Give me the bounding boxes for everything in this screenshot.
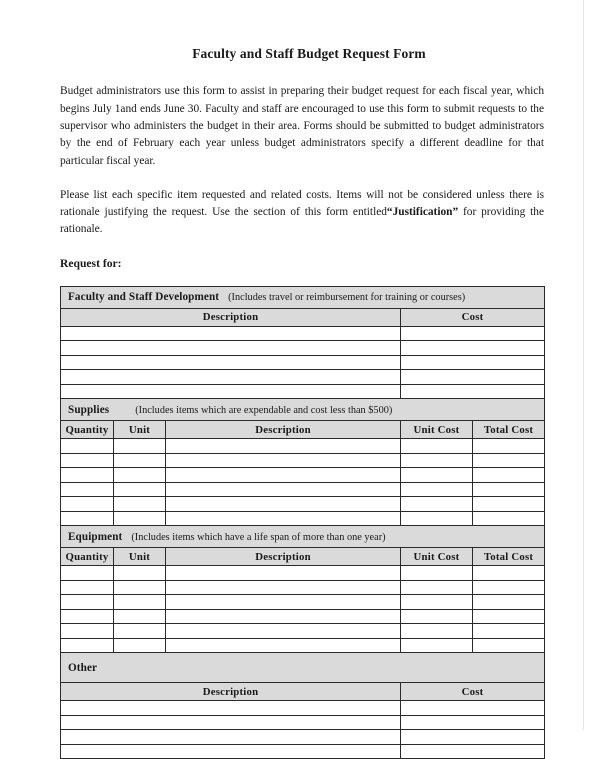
cell-cost[interactable] — [401, 341, 545, 356]
table-row[interactable] — [61, 453, 545, 468]
column-header-unit-cost: Unit Cost — [401, 421, 473, 439]
cell-description[interactable] — [166, 511, 401, 526]
column-header-row — [61, 308, 545, 326]
table-row[interactable] — [61, 744, 545, 759]
cell-description[interactable] — [61, 701, 401, 716]
section-title: Other — [68, 661, 98, 674]
table-row[interactable] — [61, 497, 545, 512]
section-title: Supplies — [68, 403, 110, 416]
section-header-equipment — [61, 526, 545, 548]
document-content — [60, 0, 544, 759]
cell-unit[interactable] — [114, 453, 166, 468]
cell-description[interactable] — [166, 609, 401, 624]
column-header-cost: Cost — [401, 308, 545, 326]
table-row[interactable] — [61, 580, 545, 595]
cell-unit[interactable] — [114, 566, 166, 581]
table-row[interactable] — [61, 715, 545, 730]
cell-description[interactable] — [166, 439, 401, 454]
cell-total-cost[interactable] — [473, 468, 545, 483]
cell-cost[interactable] — [401, 715, 545, 730]
column-header-description: Description — [166, 421, 401, 439]
column-header-description: Description — [61, 308, 401, 326]
table-row[interactable] — [61, 439, 545, 454]
cell-unit[interactable] — [114, 624, 166, 639]
cell-cost[interactable] — [401, 370, 545, 385]
cell-quantity[interactable] — [61, 453, 114, 468]
cell-total-cost[interactable] — [473, 580, 545, 595]
cell-unit-cost[interactable] — [401, 566, 473, 581]
column-header-unit: Unit — [114, 421, 166, 439]
table-row[interactable] — [61, 355, 545, 370]
budget-request-table — [60, 286, 545, 759]
cell-description[interactable] — [166, 566, 401, 581]
column-header-row — [61, 683, 545, 701]
table-row[interactable] — [61, 624, 545, 639]
cell-total-cost[interactable] — [473, 624, 545, 639]
cell-unit[interactable] — [114, 497, 166, 512]
cell-description[interactable] — [166, 580, 401, 595]
cell-cost[interactable] — [401, 701, 545, 716]
table-row[interactable] — [61, 701, 545, 716]
table-row[interactable] — [61, 566, 545, 581]
justification-term: “Justification” — [386, 206, 459, 219]
cell-unit[interactable] — [114, 511, 166, 526]
cell-unit-cost[interactable] — [401, 638, 473, 653]
paragraph-2-text-part-2: for providing the rationale. — [60, 206, 544, 236]
cell-cost[interactable] — [401, 326, 545, 341]
section-note: (Includes items which are expendable and cost less than $500) — [135, 404, 393, 416]
page-title: Faculty and Staff Budget Request Form — [192, 46, 426, 61]
column-header-row — [61, 548, 545, 566]
intro-paragraph-2 — [60, 187, 544, 239]
table-row[interactable] — [61, 326, 545, 341]
column-header-total-cost: Total Cost — [473, 548, 545, 566]
column-header-quantity: Quantity — [61, 548, 114, 566]
cell-total-cost[interactable] — [473, 439, 545, 454]
cell-quantity[interactable] — [61, 609, 114, 624]
cell-description[interactable] — [61, 715, 401, 730]
cell-quantity[interactable] — [61, 511, 114, 526]
cell-cost[interactable] — [401, 355, 545, 370]
cell-unit[interactable] — [114, 609, 166, 624]
cell-quantity[interactable] — [61, 439, 114, 454]
cell-unit-cost[interactable] — [401, 439, 473, 454]
cell-total-cost[interactable] — [473, 482, 545, 497]
column-header-unit: Unit — [114, 548, 166, 566]
cell-quantity[interactable] — [61, 497, 114, 512]
section-header-other — [61, 653, 545, 683]
cell-description[interactable] — [61, 744, 401, 759]
cell-total-cost[interactable] — [473, 609, 545, 624]
column-header-description: Description — [166, 548, 401, 566]
cell-quantity[interactable] — [61, 566, 114, 581]
cell-description[interactable] — [61, 341, 401, 356]
cell-unit[interactable] — [114, 595, 166, 610]
table-row[interactable] — [61, 341, 545, 356]
cell-unit-cost[interactable] — [401, 580, 473, 595]
cell-description[interactable] — [166, 468, 401, 483]
table-row[interactable] — [61, 595, 545, 610]
section-note: (Includes items which have a life span of more than one year) — [131, 531, 386, 543]
column-header-description: Description — [61, 683, 401, 701]
cell-total-cost[interactable] — [473, 497, 545, 512]
section-header-faculty-staff-development — [61, 286, 545, 308]
cell-unit[interactable] — [114, 482, 166, 497]
cell-unit[interactable] — [114, 580, 166, 595]
cell-description[interactable] — [166, 497, 401, 512]
section-title: Equipment — [68, 530, 123, 543]
cell-quantity[interactable] — [61, 468, 114, 483]
table-row[interactable] — [61, 638, 545, 653]
table-row[interactable] — [61, 384, 545, 399]
cell-description[interactable] — [166, 624, 401, 639]
cell-description[interactable] — [61, 730, 401, 745]
table-row[interactable] — [61, 609, 545, 624]
section-banner-row — [61, 653, 545, 683]
cell-quantity[interactable] — [61, 580, 114, 595]
cell-description[interactable] — [166, 482, 401, 497]
cell-unit[interactable] — [114, 638, 166, 653]
cell-cost[interactable] — [401, 384, 545, 399]
section-banner-row — [61, 526, 545, 548]
cell-unit-cost[interactable] — [401, 595, 473, 610]
section-title: Faculty and Staff Development — [68, 291, 220, 304]
cell-unit-cost[interactable] — [401, 482, 473, 497]
intro-paragraph-1: Budget administrators use this form to assist in preparing their budget request for each fiscal year, which begins July 1and ends June 30. Faculty and staff are encouraged to use this form to submit requests to the supervisor who administers the budget in their area. Forms should be submitted to budget administrators by the end of February each year unless budget administrators specify a different deadline for that particular fiscal year. — [60, 85, 544, 167]
section-note: (Includes travel or reimbursement for training or courses) — [228, 292, 466, 304]
cell-quantity[interactable] — [61, 482, 114, 497]
cell-unit-cost[interactable] — [401, 468, 473, 483]
cell-total-cost[interactable] — [473, 595, 545, 610]
cell-cost[interactable] — [401, 730, 545, 745]
cell-description[interactable] — [166, 638, 401, 653]
cell-description[interactable] — [61, 326, 401, 341]
cell-quantity[interactable] — [61, 624, 114, 639]
table-row[interactable] — [61, 468, 545, 483]
cell-quantity[interactable] — [61, 595, 114, 610]
cell-description[interactable] — [166, 595, 401, 610]
section-banner-row — [61, 286, 545, 308]
table-row[interactable] — [61, 482, 545, 497]
cell-total-cost[interactable] — [473, 638, 545, 653]
column-header-unit-cost: Unit Cost — [401, 548, 473, 566]
section-banner-row — [61, 399, 545, 421]
cell-cost[interactable] — [401, 744, 545, 759]
table-row[interactable] — [61, 511, 545, 526]
cell-unit[interactable] — [114, 439, 166, 454]
column-header-quantity: Quantity — [61, 421, 114, 439]
column-header-total-cost: Total Cost — [473, 421, 545, 439]
cell-description[interactable] — [61, 370, 401, 385]
table-row[interactable] — [61, 370, 545, 385]
column-header-cost: Cost — [401, 683, 545, 701]
table-row[interactable] — [61, 730, 545, 745]
cell-total-cost[interactable] — [473, 566, 545, 581]
cell-unit[interactable] — [114, 468, 166, 483]
cell-total-cost[interactable] — [473, 511, 545, 526]
cell-unit-cost[interactable] — [401, 609, 473, 624]
cell-unit-cost[interactable] — [401, 497, 473, 512]
cell-total-cost[interactable] — [473, 453, 545, 468]
cell-unit-cost[interactable] — [401, 624, 473, 639]
request-for-label: Request for: — [60, 256, 122, 270]
cell-description[interactable] — [61, 384, 401, 399]
cell-description[interactable] — [166, 453, 401, 468]
cell-unit-cost[interactable] — [401, 511, 473, 526]
paragraph-2-text-part-1: Please list each specific item requested and related costs. Items will not be considered unless there is rationale justifying the request. Use the section of this form entitled — [60, 188, 544, 219]
column-header-row — [61, 421, 545, 439]
cell-unit-cost[interactable] — [401, 453, 473, 468]
cell-description[interactable] — [61, 355, 401, 370]
section-header-supplies — [61, 399, 545, 421]
cell-quantity[interactable] — [61, 638, 114, 653]
